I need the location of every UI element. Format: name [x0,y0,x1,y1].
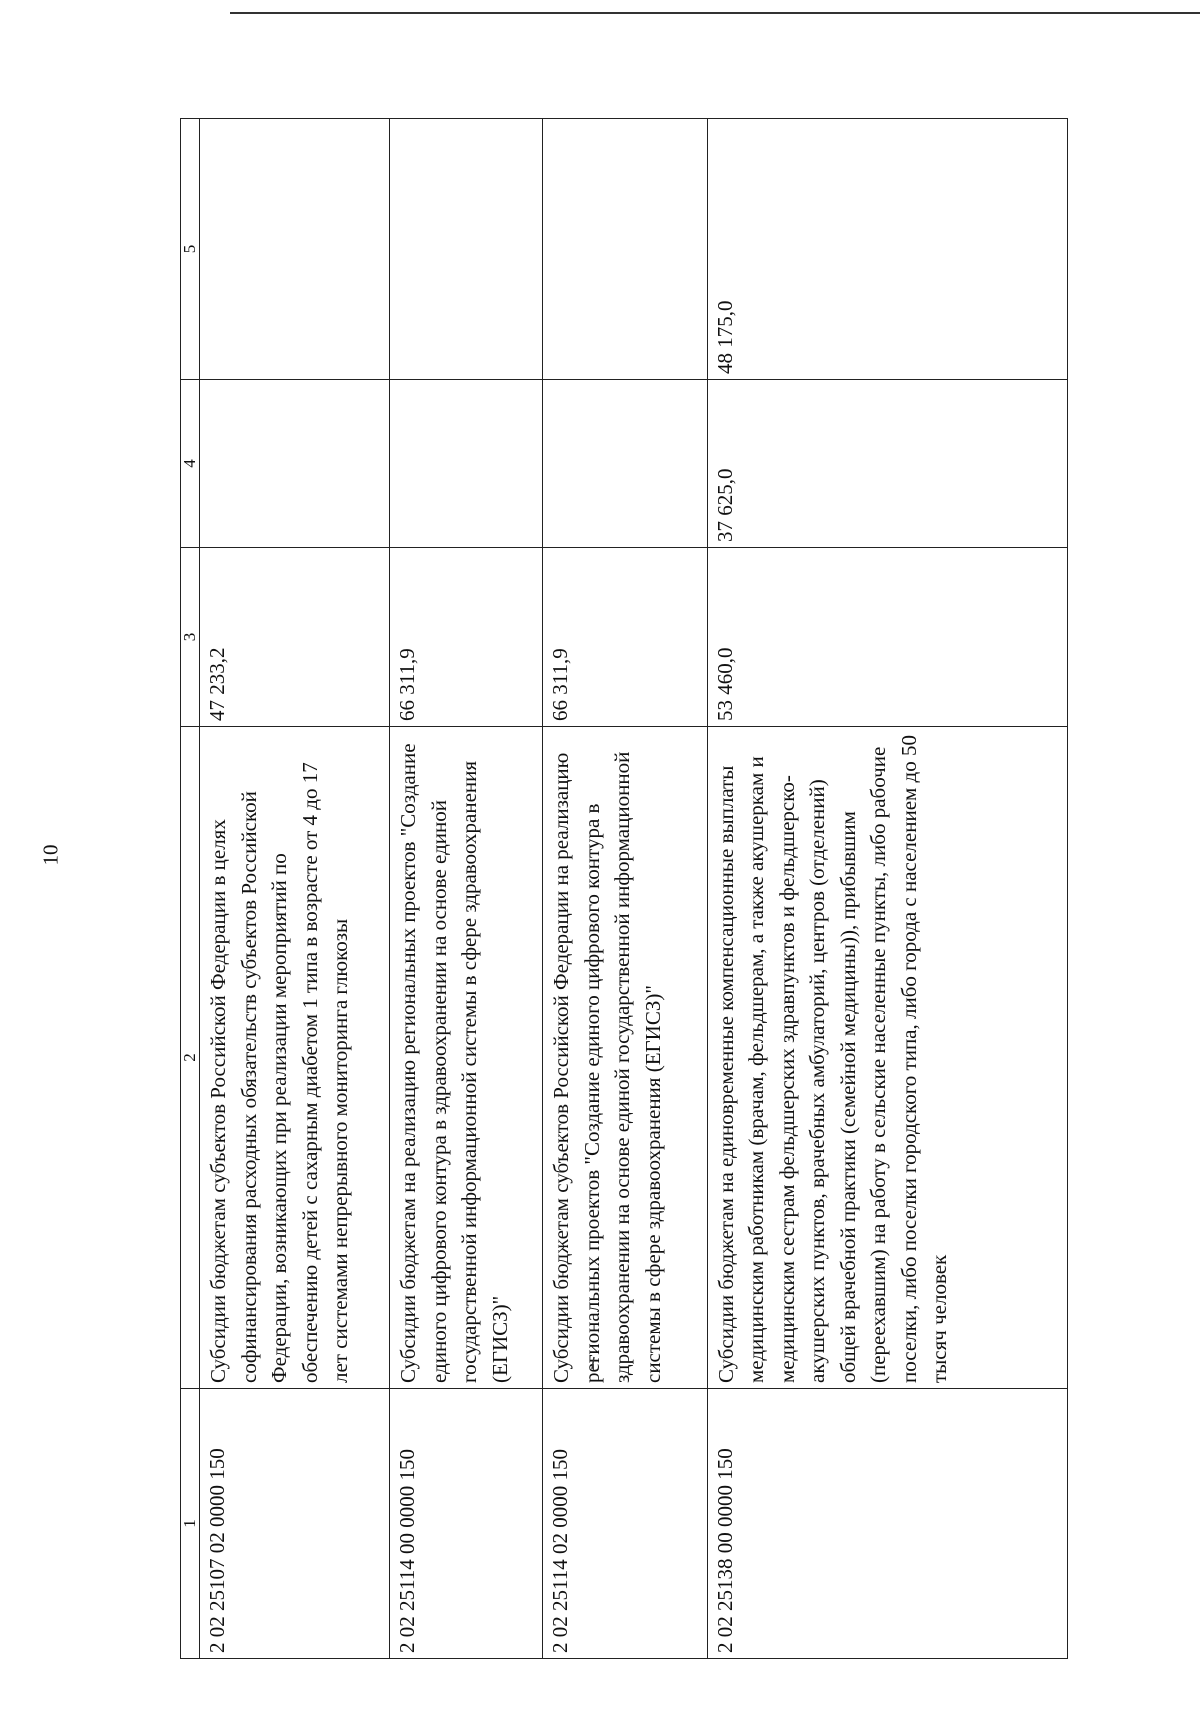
description-cell: Субсидии бюджетам субъектов Российской Федерации на реализацию региональных проектов "Создание единого цифрового контура в здравоохранении на основе единой государственной информационной системы в сфере здравоохранения (ЕГИСЗ)" [543,727,707,1389]
description-cell: Субсидии бюджетам на единовременные компенсационные выплаты медицинским работникам (врачам, фельдшерам, а также акушеркам и медицинским сестрам фельдшерских здравпунктов и фельдшерско-акушерских пунктов, врачебных амбулаторий, центров (отделений) общей врачебной практики (семейной медицины)), прибывшим (переехавшим) на работу в сельские населенные пункты, либо рабочие поселки, либо поселки городского типа, либо города с населением до 50 тысяч человек [707,727,1067,1389]
scan-mark [590,1356,596,1370]
page-number-text: 10 [38,844,63,866]
budget-code-cell: 2 02 25114 02 0000 150 [543,1389,707,1659]
table-row [390,119,543,1659]
budget-code-cell: 2 02 25138 00 0000 150 [707,1389,1067,1659]
col5-value-cell [543,119,707,380]
col5-value-cell [390,119,543,380]
description-cell: Субсидии бюджетам субъектов Российской Федерации в целях софинансирования расходных обязательств субъектов Российской Федерации, возникающих при реализации мероприятий по обеспечению детей с сахарным диабетом 1 типа в возрасте от 4 до 17 лет системами непрерывного мониторинга глюкозы [200,727,390,1389]
budget-code-cell: 2 02 25114 00 0000 150 [390,1389,543,1659]
page-number [36,840,66,870]
budget-table-grid [180,118,1068,1659]
col4-value-cell [390,380,543,548]
budget-table [180,119,1068,1659]
table-header-row [181,119,200,1659]
col3-value-cell: 47 233,2 [200,548,390,727]
table-row [707,119,1067,1659]
col4-value-cell [543,380,707,548]
header-col-2: 2 [181,727,200,1389]
header-col-1: 1 [181,1389,200,1659]
col3-value-cell: 66 311,9 [543,548,707,727]
col4-value-cell [200,380,390,548]
budget-code-cell: 2 02 25107 02 0000 150 [200,1389,390,1659]
col5-value-cell [200,119,390,380]
col3-value-cell: 66 311,9 [390,548,543,727]
col4-value-cell: 37 625,0 [707,380,1067,548]
col5-value-cell: 48 175,0 [707,119,1067,380]
header-col-3: 3 [181,548,200,727]
header-col-4: 4 [181,380,200,548]
table-row [200,119,390,1659]
table-row [543,119,707,1659]
header-col-5: 5 [181,119,200,380]
top-rule [230,12,1200,14]
col3-value-cell: 53 460,0 [707,548,1067,727]
description-cell: Субсидии бюджетам на реализацию региональных проектов "Создание единого цифрового контура в здравоохранении на основе единой государственной информационной системы в сфере здравоохранения (ЕГИСЗ)" [390,727,543,1389]
